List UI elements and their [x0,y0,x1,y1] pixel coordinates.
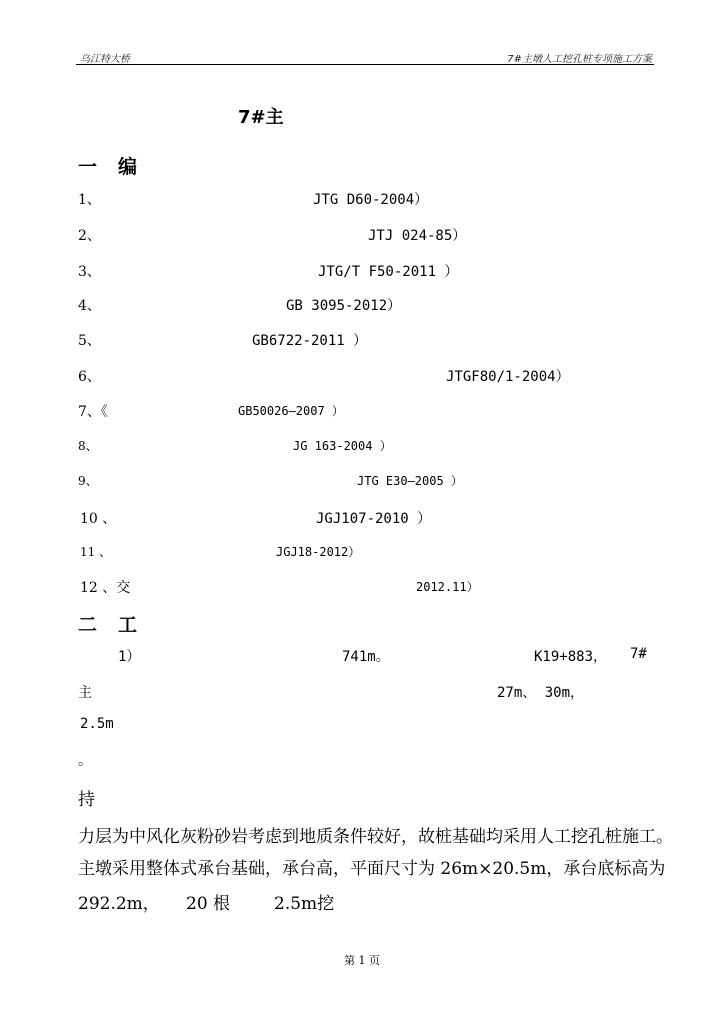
header-right: 7#主墩人工挖孔桩专项施工方案 [507,54,652,65]
para-fragment: 27m、 30m， [497,685,585,701]
ref-number: 7、《 [78,404,108,420]
section-label: 工 [118,614,142,636]
ref-number: 12 、交 [80,580,131,596]
section-label: 编 [118,156,142,178]
section-heading-2 [78,610,141,637]
para-fragment: 2.5m挖 [274,894,335,914]
ref-code: JTG E30—2005 ） [357,474,463,488]
header-left: 乌江特大桥 [80,54,130,65]
para-fragment: 292.2m， [78,894,160,914]
ref-code: JTJ 024-85） [368,228,467,244]
para-fragment: 2.5m [80,716,114,732]
ref-code: JG 163-2004 ） [293,439,392,453]
ref-number: 8、 [78,439,98,453]
ref-number: 3、 [78,264,101,280]
document-title: 7#主 [238,107,284,128]
ref-number: 4、 [78,298,101,314]
para-fragment: K19+883， [534,649,608,665]
para-line: 力层为中风化灰粉砂岩考虑到地质条件较好，故桩基础均采用人工挖孔桩施工。 [78,827,673,847]
section-number: 一 [78,156,102,178]
para-fragment: 1） [118,649,141,665]
para-fragment: 。 [78,753,92,769]
para-line: 持 [78,790,95,810]
ref-number: 10 、 [80,511,117,527]
ref-code: GB50026—2007 ） [238,404,344,418]
ref-number: 9、 [78,474,98,488]
ref-code: 2012.11） [416,580,479,594]
para-fragment: 7# [630,646,647,662]
ref-code: JTGF80/1-2004） [446,369,570,385]
para-fragment: 主 [78,685,92,701]
page-number: 第 1 页 [344,954,380,967]
para-fragment: 741m。 [342,649,390,665]
ref-number: 2、 [78,228,101,244]
ref-code: JTG D60-2004） [313,192,429,208]
header-rule [76,64,654,65]
para-line: 主墩采用整体式承台基础，承台高，平面尺寸为 26m×20.5m，承台底标高为 [78,859,666,879]
ref-code: JGJ107-2010 ） [316,511,432,527]
ref-code: JGJ18-2012） [276,545,361,559]
ref-number: 6、 [78,369,101,385]
ref-code: GB 3095-2012） [286,298,402,314]
section-heading-1 [78,152,141,179]
ref-code: JTG/T F50-2011 ） [318,264,459,280]
ref-number: 11 、 [80,545,112,559]
ref-code: GB6722-2011 ） [252,333,368,349]
section-number: 二 [78,614,102,636]
para-fragment: 20 根 [186,894,231,914]
ref-number: 1、 [78,192,101,208]
ref-number: 5、 [78,333,101,349]
